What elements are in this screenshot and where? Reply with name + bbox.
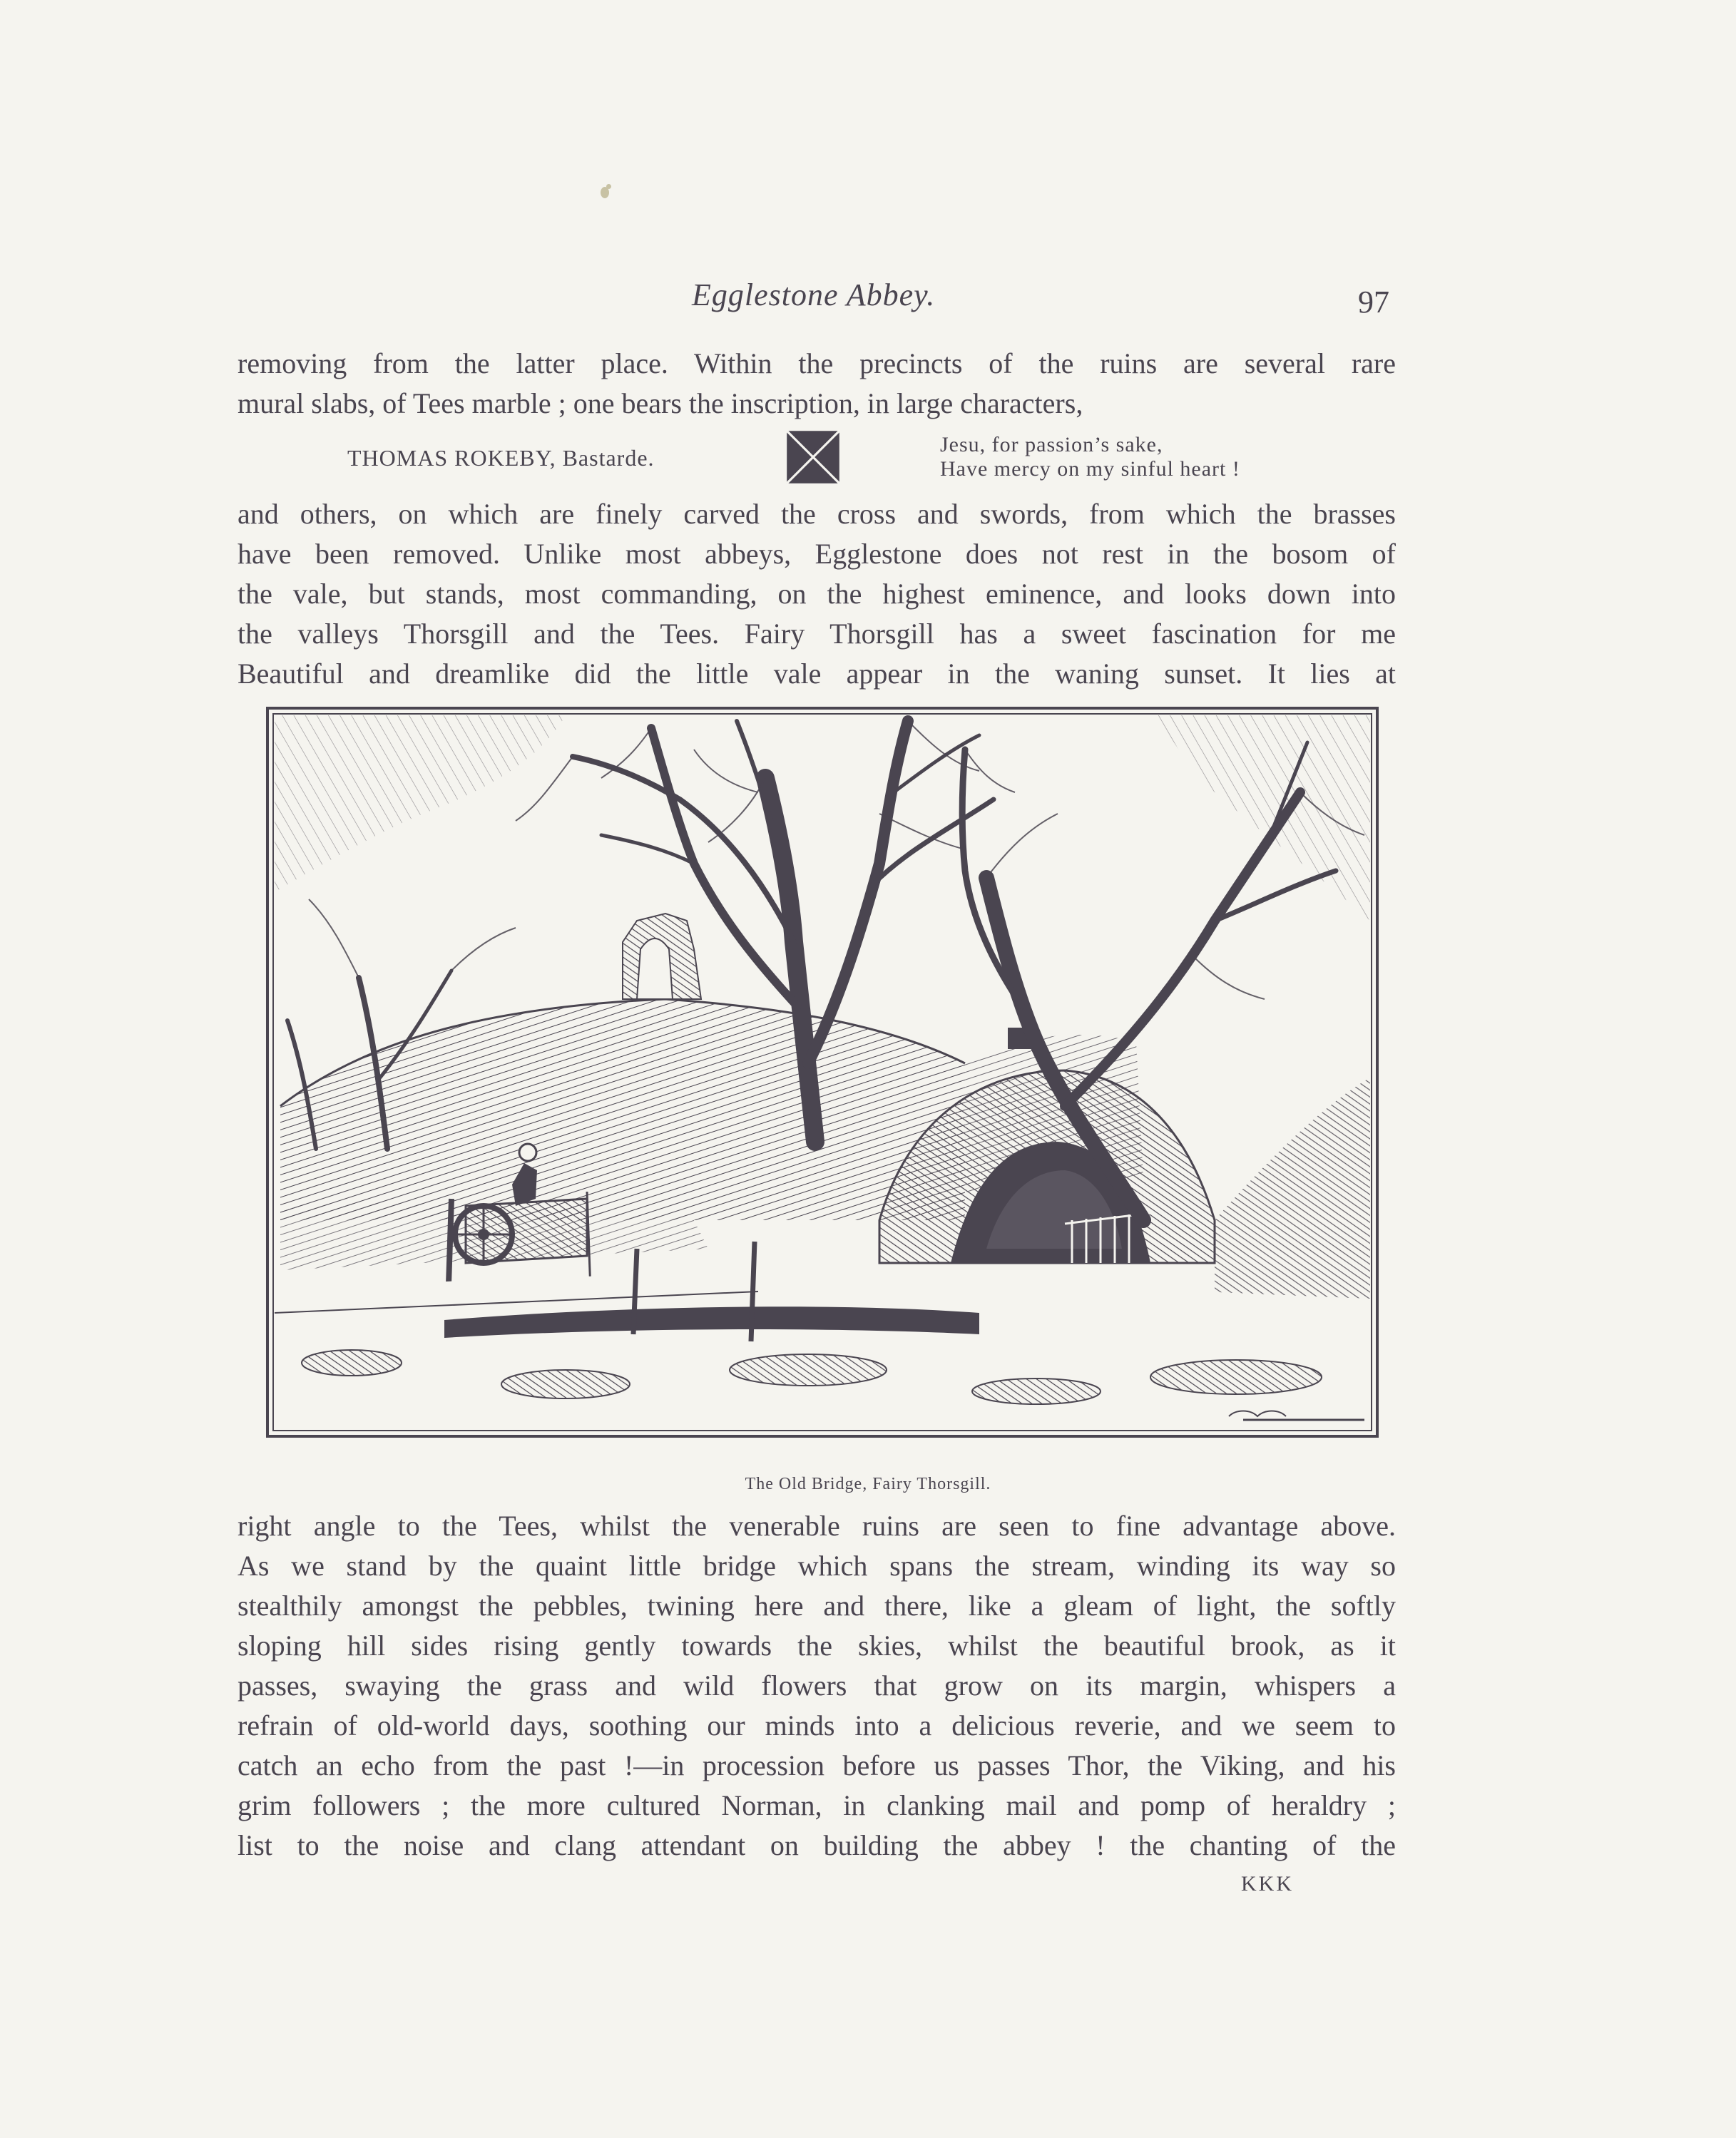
inscription-line: Have mercy on my sinful heart !: [940, 457, 1240, 481]
running-title: Egglestone Abbey.: [692, 277, 936, 312]
paragraph-third: [238, 1506, 1396, 1866]
text-line: have been removed. Unlike most abbeys, Egglestone does not rest in the bosom of: [238, 538, 1396, 570]
text-line: refrain of old-world days, soothing our minds into a delicious reverie, and we seem to: [238, 1709, 1396, 1741]
inscription-left: THOMAS ROKEBY, Bastarde.: [347, 445, 655, 471]
text-line: sloping hill sides rising gently towards the skies, whilst the beautiful brook, as it: [238, 1630, 1396, 1662]
page-number: 97: [1358, 285, 1389, 319]
text-line: grim followers ; the more cultured Norman, in clanking mail and pomp of heraldry ;: [238, 1789, 1396, 1821]
text-line: right angle to the Tees, whilst the venerable ruins are seen to fine advantage above.: [238, 1510, 1396, 1542]
paragraph-first: [238, 344, 1396, 424]
text-line: and others, on which are finely carved the cross and swords, from which the brasses: [238, 498, 1396, 530]
text-line: the valleys Thorsgill and the Tees. Fairy Thorsgill has a sweet fascination for me: [238, 618, 1396, 650]
text-line: Beautiful and dreamlike did the little vale appear in the waning sunset. It lies at: [238, 658, 1396, 690]
text-line: catch an echo from the past !—in procession before us passes Thor, the Viking, and his: [238, 1749, 1396, 1781]
text-line: mural slabs, of Tees marble ; one bears the inscription, in large characters,: [238, 387, 1083, 419]
text-line: list to the noise and clang attendant on building the abbey ! the chanting of the: [238, 1829, 1396, 1861]
cross-pattee-icon: [785, 429, 842, 486]
engraving-old-bridge: [266, 707, 1379, 1438]
text-line: passes, swaying the grass and wild flowers that grow on its margin, whispers a: [238, 1669, 1396, 1702]
signature-mark: KKK: [1241, 1872, 1294, 1896]
inscription-line: Jesu, for passion’s sake,: [940, 433, 1163, 456]
text-line: As we stand by the quaint little bridge which spans the stream, winding its way so: [238, 1550, 1396, 1582]
paper-speck: [606, 184, 611, 189]
text-line: the vale, but stands, most commanding, on the highest eminence, and looks down into: [238, 578, 1396, 610]
text-line: removing from the latter place. Within the precincts of the ruins are several rare: [238, 347, 1396, 379]
paragraph-second: [238, 494, 1396, 694]
illustration-caption: The Old Bridge, Fairy Thorsgill.: [745, 1475, 991, 1493]
text-line: stealthily amongst the pebbles, twining here and there, like a gleam of light, the softly: [238, 1590, 1396, 1622]
inscription-right: [940, 433, 1240, 481]
